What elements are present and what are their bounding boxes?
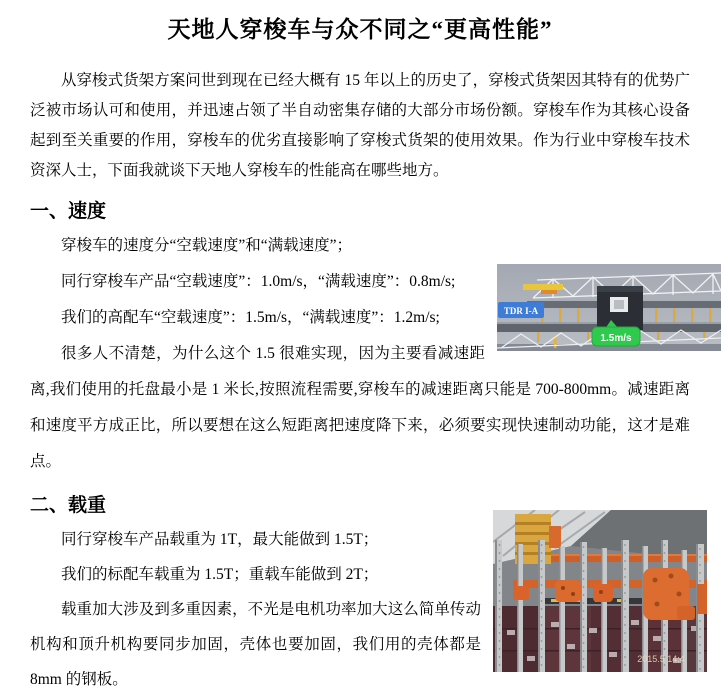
shuttle-rack-photo bbox=[497, 264, 721, 351]
section-load bbox=[30, 492, 690, 697]
photo-timestamp-watermark: 2015.5 14:4 bbox=[637, 654, 685, 664]
load-paragraph-2: 我们的标配车载重为 1.5T；重载车能做到 2T； bbox=[61, 566, 379, 583]
section-speed-heading: 一、速度 bbox=[30, 201, 107, 222]
orange-beam-end bbox=[541, 290, 557, 294]
load-paragraph-3: 载重加大涉及到多重因素，不光是电机功率加大这么简单传动机构和顶升机构要同步加固，壳体也要加固，我们用的壳体都是 8mm 的钢板。 bbox=[30, 601, 481, 688]
model-label bbox=[498, 302, 544, 318]
speed-paragraph-4: 很多人不清楚，为什么这个 1.5 很难实现，因为主要看减速距离,我们使用的托盘最小是 1 米长,按照流程需要,穿梭车的减速距离只能是 700-800mm。减速距离和速度平方成正比，所以要想在这么短距离把速度降下来，必须要实现快速制动功能，这才是难点。 bbox=[30, 345, 690, 470]
section-load-heading: 二、载重 bbox=[30, 495, 107, 516]
speed-paragraph-2: 同行穿梭车产品“空载速度”：1.0m/s，“满载速度”：0.8m/s; bbox=[61, 273, 456, 290]
speed-paragraph-3: 我们的高配车“空载速度”：1.5m/s，“满载速度”：1.2m/s; bbox=[61, 309, 440, 326]
section-speed bbox=[30, 198, 690, 480]
shuttle-car bbox=[597, 286, 643, 330]
svg-text:1.5m/s: 1.5m/s bbox=[600, 333, 632, 344]
speed-paragraph-1: 穿梭车的速度分“空载速度”和“满载速度”； bbox=[61, 237, 353, 254]
warehouse-photo bbox=[493, 510, 707, 672]
page-title: 天地人穿梭车与众不同之“更高性能” bbox=[167, 17, 553, 42]
intro-paragraph: 从穿梭式货架方案问世到现在已经大概有 15 年以上的历史了，穿梭式货架因其特有的优势广泛被市场认可和使用，并迅速占领了半自动密集存储的大部分市场份额。穿梭车作为其核心设备起到至关重要的作用，穿梭车的优劣直接影响了穿梭式货架的使用效果。作为行业中穿梭车技术资深人士，下面我就谈下天地人穿梭车的性能高在哪些地方。 bbox=[30, 72, 690, 179]
svg-text:TDR I-A: TDR I-A bbox=[503, 306, 539, 316]
load-paragraph-1: 同行穿梭车产品载重为 1T，最大能做到 1.5T； bbox=[61, 531, 379, 548]
yellow-beam bbox=[523, 284, 563, 290]
